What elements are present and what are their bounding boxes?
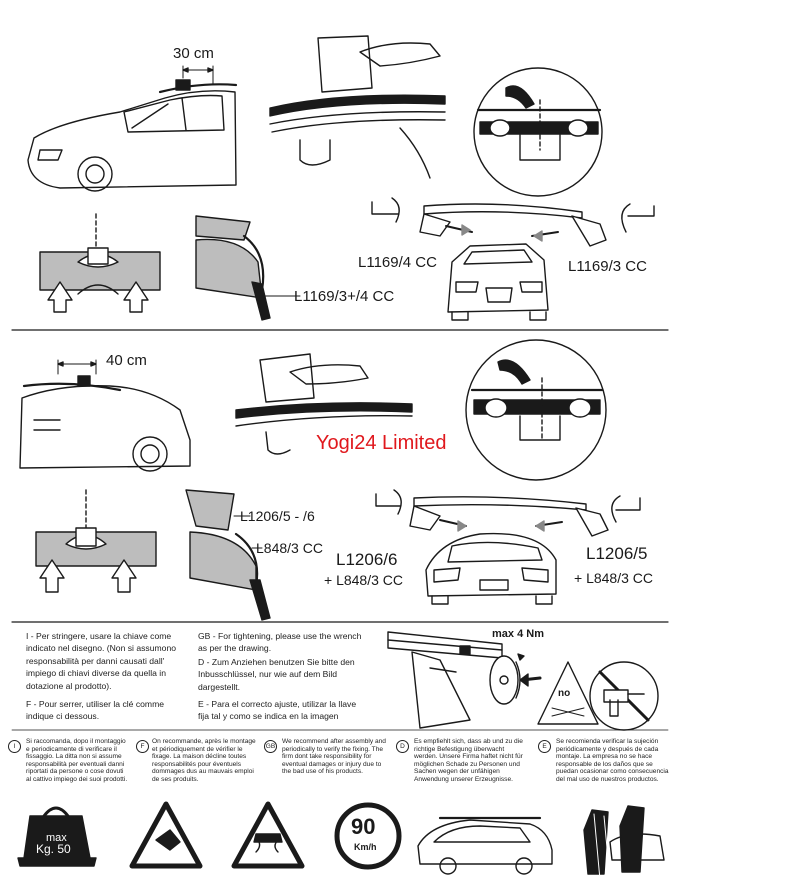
part-label-b-mid: L848/3 CC [256, 540, 323, 556]
distance-label-mid: 40 cm [106, 352, 147, 369]
warning-gb: We recommend after assembly and periodically to verify the fixing. The firm dont take responsibility for eventual damages or injury due to the bad use of his products. [282, 738, 386, 776]
part-label-a-mid: L1206/5 - /6 [240, 508, 315, 524]
car-side-hatchback [28, 66, 236, 191]
lang-badge-it: I [8, 740, 21, 753]
lang-badge-fr: F [136, 740, 149, 753]
warning-triangle-hand-icon [132, 804, 200, 866]
lang-badge-de: D [396, 740, 409, 753]
warning-triangle-slippery-icon [234, 804, 302, 866]
warning-it: Si raccomanda, dopo il montaggio e periodicamente di verificare il fissaggio. La ditta non si assume responsabilità per eventuali danni riportati da persone o cose dovuti al cattivo impiego dei suoi prodotti. [26, 738, 128, 783]
speed-limit-unit: Km/h [354, 842, 377, 852]
no-drill-sign [590, 662, 658, 730]
weight-icon-line2: Kg. 50 [36, 842, 71, 856]
watermark-text: Yogi24 Limited [316, 432, 447, 454]
car-with-box-icon [418, 818, 552, 874]
instruction-fr: F - Pour serrer, utiliser la clé comme indique ci dessous. [26, 699, 165, 722]
torque-label: max 4 Nm [492, 628, 544, 640]
speed-limit-value: 90 [351, 814, 376, 839]
warning-es: Se recomienda verificar la sujeción periódicamente y después de cada montaje. La empresa no se hace responsable de los daños que se puedan ocasionar como consecuencia del mal uso de nuestros productos. [556, 738, 669, 783]
warning-de: Es empfiehlt sich, dass ab und zu die richtige Befestigung überwacht werden. Unsere Firma haftet nicht für möglichen Schade zu Personen und Sachen wegen der unfähigen Anwendung unserer Erzeugnisse. [414, 738, 523, 783]
car-wash-icon [584, 806, 664, 880]
foot-detail-top [40, 214, 160, 312]
roof-bar-top [372, 198, 654, 246]
car-front-top [448, 244, 548, 320]
no-label: no [558, 688, 571, 699]
instruction-es: E - Para el correcto ajuste, utilizar la llave fija tal y como se indica en la imagen [198, 699, 357, 722]
weight-icon-line1: max [46, 832, 67, 844]
instruction-it: I - Per stringere, usare la chiave come indicato nel disegno. (Non si assumono responsabilità per danni causati dall' impiego di chiavi diverse da quella in dotazione al prodotto). [26, 631, 177, 691]
part-label-under-top: L1169/3+/4 CC [294, 288, 395, 305]
part-label-right-mid-1: L1206/5 [586, 544, 648, 563]
zoom-detail-mid [466, 340, 606, 480]
car-side-coupe [20, 360, 190, 471]
car-rear-mid [426, 534, 556, 604]
foot-detail-mid [36, 490, 156, 592]
instruction-gb: GB - For tightening, please use the wrench as per the drawing. [198, 631, 362, 654]
zoom-detail-top [474, 68, 602, 196]
part-label-right-mid-2: + L848/3 CC [574, 570, 653, 586]
part-label-left-top: L1169/4 CC [358, 254, 437, 271]
roof-bar-mid [376, 490, 640, 536]
part-label-left-mid-2: + L848/3 CC [324, 572, 403, 588]
rubber-strip-top [270, 36, 445, 178]
part-label-right-top: L1169/3 CC [568, 258, 647, 275]
lang-badge-gb: GB [264, 740, 277, 753]
bar-bracket-detail [388, 632, 540, 728]
lang-badge-es: E [538, 740, 551, 753]
distance-label-top: 30 cm [173, 45, 214, 62]
part-label-left-mid-1: L1206/6 [336, 550, 398, 569]
door-frame-top [196, 216, 300, 320]
instruction-de: D - Zum Anziehen benutzen Sie bitte den Inbusschlüssel, nur wie auf dem Bild dargestellt. [198, 657, 355, 692]
warning-fr: On recommande, après le montage et périodiquement de vérifier le fixage. La maison décline toutes responsabilités pour éventuels dommages dus au mauvais emploi de ses produits. [152, 738, 256, 783]
